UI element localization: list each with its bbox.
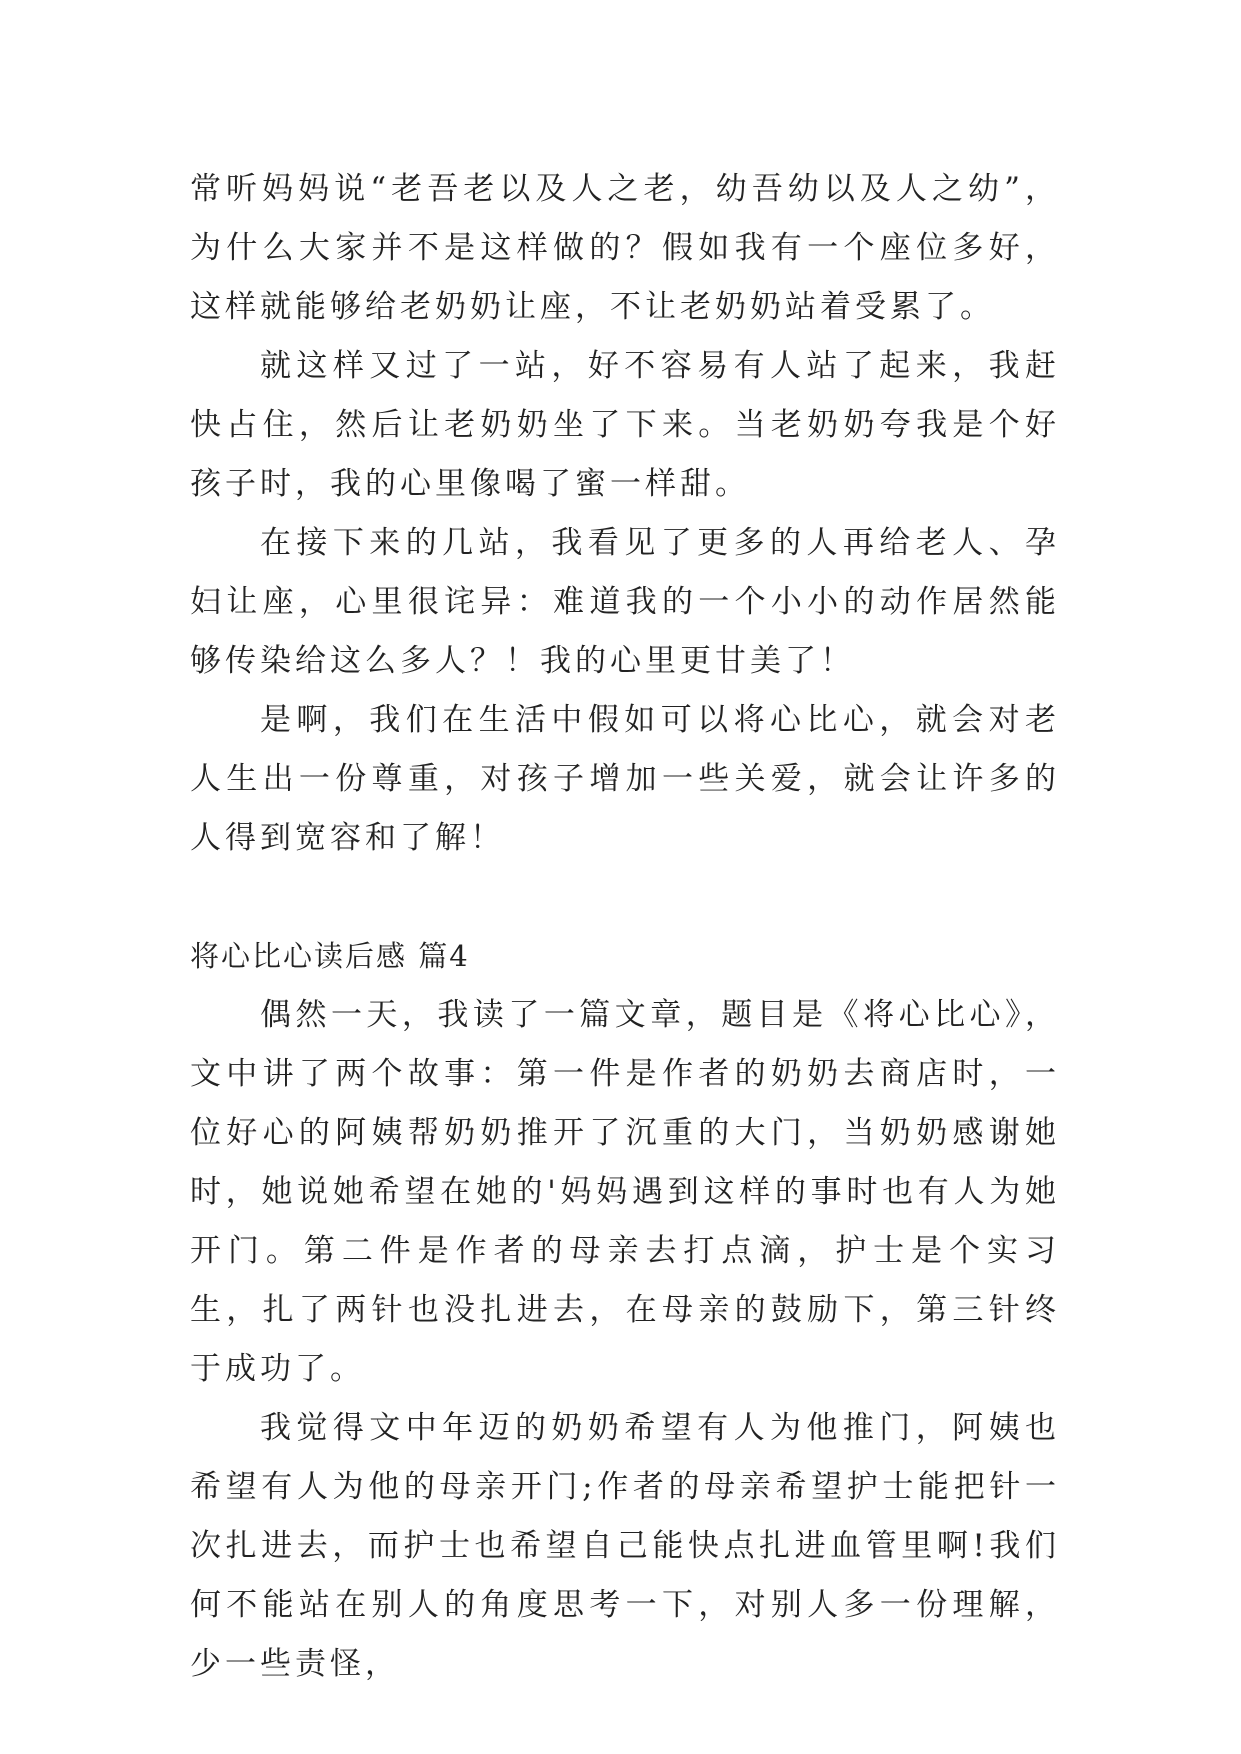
section-heading: 将心比心读后感 篇4 — [190, 939, 470, 973]
paragraph-2: 就这样又过了一站，好不容易有人站了起来，我赶快占住，然后让老奶奶坐了下来。当老奶奶夸我是个好孩子时，我的心里像喝了蜜一样甜。 — [190, 348, 1060, 502]
paragraph-1: 常听妈妈说“老吾老以及人之老，幼吾幼以及人之幼”，为什么大家并不是这样做的？假如我有一个座位多好，这样就能够给老奶奶让座，不让老奶奶站着受累了。 — [190, 171, 1060, 325]
document-body — [190, 160, 1060, 1694]
paragraph-6: 我觉得文中年迈的奶奶希望有人为他推门，阿姨也希望有人为他的母亲开门;作者的母亲希望护士能把针一次扎进去，而护士也希望自己能快点扎进血管里啊!我们何不能站在别人的角度思考一下，对别人多一份理解，少一些责怪， — [190, 1410, 1060, 1682]
paragraph-4: 是啊，我们在生活中假如可以将心比心，就会对老人生出一份尊重，对孩子增加一些关爱，就会让许多的人得到宽容和了解！ — [190, 702, 1060, 856]
paragraph-3: 在接下来的几站，我看见了更多的人再给老人、孕妇让座，心里很诧异：难道我的一个小小的动作居然能够传染给这么多人？！我的心里更甘美了！ — [190, 525, 1060, 679]
paragraph-5: 偶然一天，我读了一篇文章，题目是《将心比心》，文中讲了两个故事：第一件是作者的奶奶去商店时，一位好心的阿姨帮奶奶推开了沉重的大门，当奶奶感谢她时，她说她希望在她的'妈妈遇到这样的事时也有人为她开门。第二件是作者的母亲去打点滴，护士是个实习生，扎了两针也没扎进去，在母亲的鼓励下，第三针终于成功了。 — [190, 997, 1060, 1387]
